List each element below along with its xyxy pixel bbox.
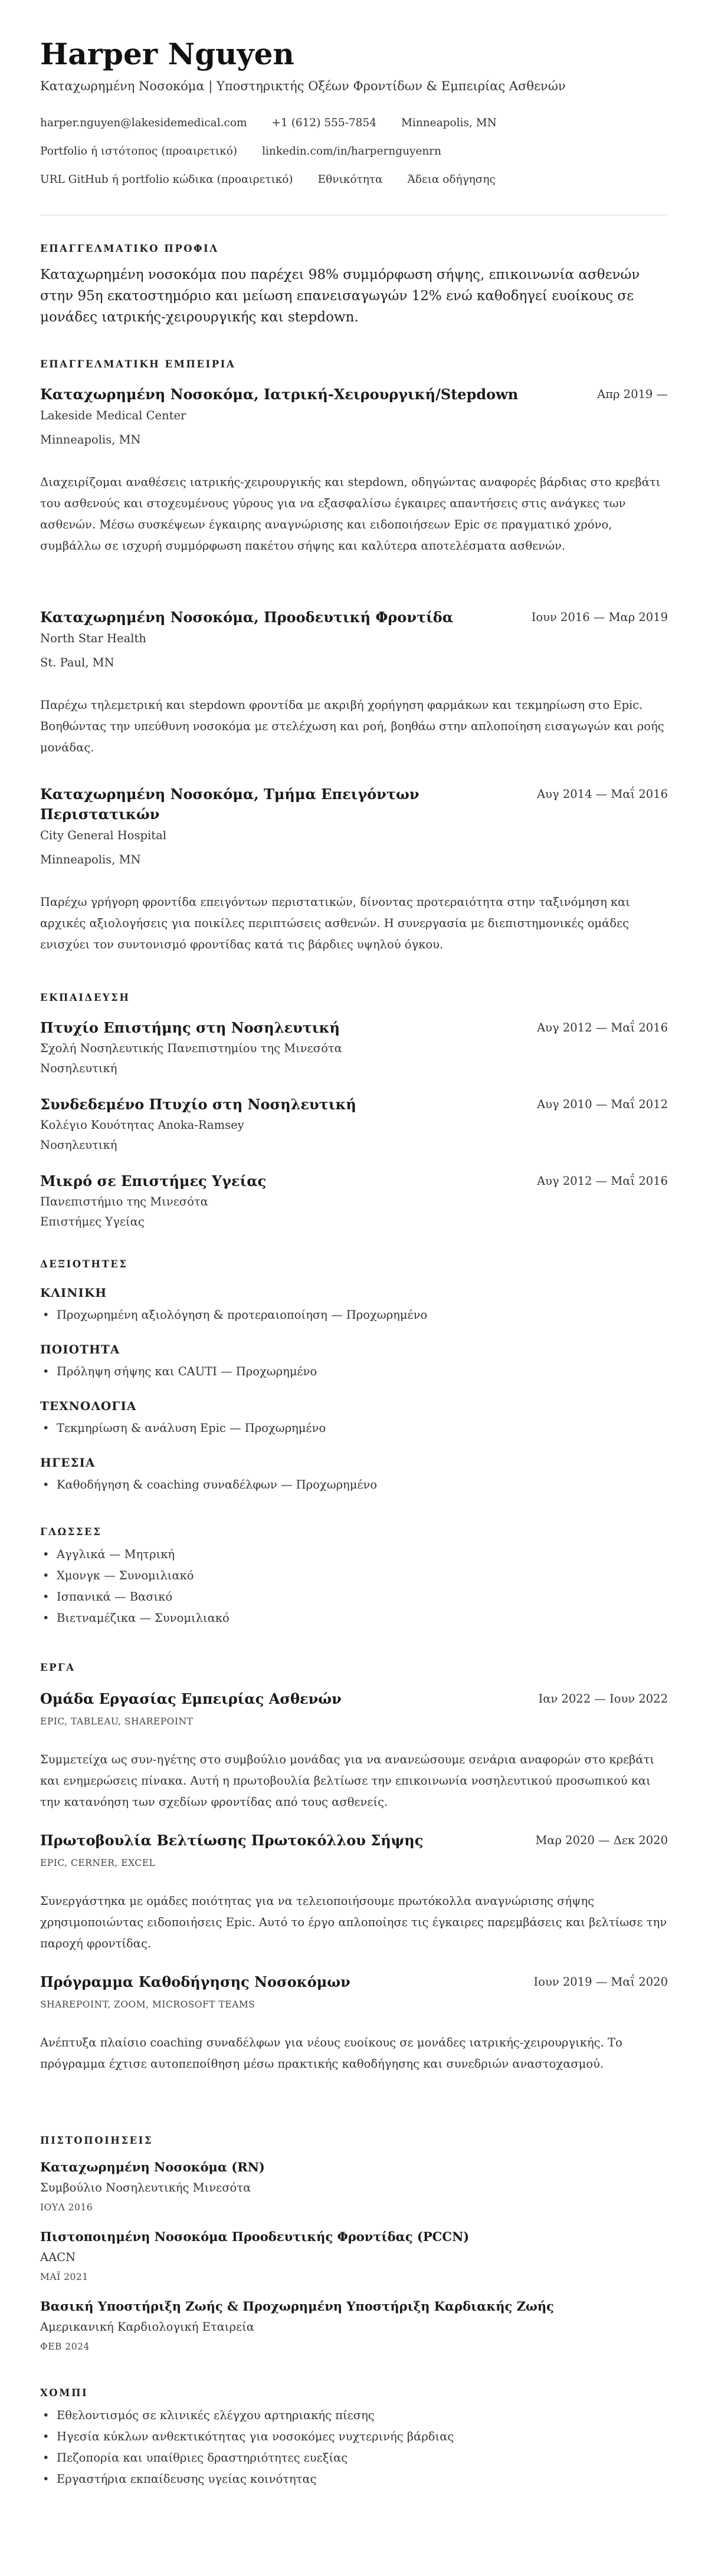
skill-item: • Προχωρημένη αξιολόγηση & προτεραιοποίηση — Προχωρημένο — [40, 1305, 427, 1326]
project-title: Ομάδα Εργασίας Εμπειρίας Ασθενών — [40, 1690, 342, 1707]
degree-date: Αυγ 2012 — Μαΐ 2016 — [537, 1174, 668, 1188]
job-employer: Lakeside Medical Center — [40, 409, 186, 422]
job-employer: City General Hospital — [40, 829, 166, 842]
certification-title: Καταχωρημένη Νοσοκόμα (RN) — [40, 2160, 265, 2174]
degree-field: Επιστήμες Υγείας — [40, 1215, 145, 1228]
job-title: Καταχωρημένη Νοσοκόμα, Ιατρική-Χειρουργική/Stepdown — [40, 386, 519, 403]
skill-category: ΤΕΧΝΟΛΟΓΙΑ — [40, 1399, 137, 1413]
project-date: Μαρ 2020 — Δεκ 2020 — [535, 1834, 668, 1847]
project-date: Ιαν 2022 — Ιουν 2022 — [538, 1692, 668, 1706]
driving-license: Άδεια οδήγησης — [407, 173, 496, 186]
job-employer: North Star Health — [40, 632, 146, 645]
contact-row-1 — [40, 117, 522, 129]
hobby-item: • Ηγεσία κύκλων ανθεκτικότητας για νοσοκόμες νυχτερινής βάρδιας — [40, 2426, 454, 2447]
skill-item: • Πρόληψη σήψης και CAUTI — Προχωρημένο — [40, 1361, 317, 1382]
phone: +1 (612) 555-7854 — [271, 117, 376, 129]
degree-field: Νοσηλευτική — [40, 1062, 117, 1075]
section-heading-projects: ΕΡΓΑ — [40, 1662, 76, 1673]
project-tags: SHAREPOINT, ZOOM, MICROSOFT TEAMS — [40, 1999, 255, 2010]
hobby-item: • Εθελοντισμός σε κλινικές ελέγχου αρτηριακής πίεσης — [40, 2405, 454, 2426]
project-title: Πρόγραμμα Καθοδήγησης Νοσοκόμων — [40, 1973, 350, 1990]
linkedin-link[interactable]: linkedin.com/in/harpernguyenrn — [262, 145, 442, 157]
skill-item: • Καθοδήγηση & coaching συναδέλφων — Προχωρημένο — [40, 1474, 377, 1496]
job-description: Διαχειρίζομαι αναθέσεις ιατρικής-χειρουργικής και stepdown, οδηγώντας αναφορές βάρδιας στο κρεβάτι του ασθενούς και στοχευμένους γύρους για να εξασφαλίσω έγκαιρες απαντήσεις στις ανάγκες των ασθενών. Μέσω συσκέψεων έγκαιρης αναγνώρισης και ειδοποιήσεων Epic σε πραγματικό χρόνο, συμβάλλω σε ισχυρή συμμόρφωση πακέτου σήψης και καλύτερα αποτελέσματα ασθενών. — [40, 475, 661, 553]
degree-title: Πτυχίο Επιστήμης στη Νοσηλευτική — [40, 1019, 340, 1036]
degree-date: Αυγ 2010 — Μαΐ 2012 — [537, 1098, 668, 1111]
certification-issuer: Συμβούλιο Νοσηλευτικής Μινεσότα — [40, 2181, 251, 2194]
job-location: Minneapolis, MN — [40, 853, 141, 866]
section-heading-education: ΕΚΠΑΙΔΕΥΣΗ — [40, 992, 130, 1003]
section-heading-hobbies: ΧΟΜΠΙ — [40, 2387, 88, 2398]
section-heading-skills: ΔΕΞΙΟΤΗΤΕΣ — [40, 1259, 128, 1270]
project-description: Ανέπτυξα πλαίσιο coaching συναδέλφων για νέους ευοίκους σε μονάδες ιατρικής-χειρουργικής. Το πρόγραμμα έχτισε αυτοπεποίθηση μέσω πρακτικής καθοδήγησης και συνεδριών αναστοχασμού. — [40, 2036, 622, 2071]
nationality: Εθνικότητα — [317, 173, 383, 186]
skill-category: ΠΟΙΟΤΗΤΑ — [40, 1342, 120, 1356]
job-title: Καταχωρημένη Νοσοκόμα, Τμήμα Επειγόντων Περιστατικών — [40, 786, 419, 823]
skill-category: ΗΓΕΣΙΑ — [40, 1455, 96, 1470]
degree-school: Σχολή Νοσηλευτικής Πανεπιστημίου της Μινεσότα — [40, 1041, 342, 1055]
email-link[interactable]: harper.nguyen@lakesidemedical.com — [40, 117, 247, 129]
contact-row-3 — [40, 173, 520, 186]
project-tags: EPIC, TABLEAU, SHAREPOINT — [40, 1716, 194, 1727]
job-date: Αυγ 2014 — Μαΐ 2016 — [537, 787, 668, 801]
section-heading-experience: ΕΠΑΓΓΕΛΜΑΤΙΚΗ ΕΜΠΕΙΡΙΑ — [40, 359, 236, 370]
certification-title: Βασική Υποστήριξη Ζωής & Προχωρημένη Υποστήριξη Καρδιακής Ζωής — [40, 2299, 554, 2314]
certification-date: ΜΑΪ 2021 — [40, 2272, 88, 2282]
skill-list — [40, 1361, 317, 1382]
job-date: Ιουν 2016 — Μαρ 2019 — [531, 610, 668, 624]
skill-category: ΚΛΙΝΙΚΗ — [40, 1286, 107, 1300]
section-heading-languages: ΓΛΩΣΣΕΣ — [40, 1526, 102, 1537]
language-item: • Βιετναμέζικα — Συνομιλιακό — [40, 1608, 230, 1629]
job-title: Καταχωρημένη Νοσοκόμα, Προοδευτική Φροντίδα — [40, 609, 454, 626]
degree-title: Συνδεδεμένο Πτυχίο στη Νοσηλευτική — [40, 1096, 356, 1113]
language-item: • Αγγλικά — Μητρική — [40, 1544, 230, 1565]
certification-date: ΙΟΥΛ 2016 — [40, 2202, 93, 2213]
hobby-list — [40, 2405, 454, 2490]
section-heading-profile: ΕΠΑΓΓΕΛΜΑΤΙΚΟ ΠΡΟΦΙΛ — [40, 243, 219, 254]
section-heading-certifications: ΠΙΣΤΟΠΟΙΗΣΕΙΣ — [40, 2135, 153, 2146]
degree-school: Πανεπιστήμιο της Μινεσότα — [40, 1195, 208, 1208]
project-title: Πρωτοβουλία Βελτίωσης Πρωτοκόλλου Σήψης — [40, 1832, 424, 1849]
certification-issuer: AACN — [40, 2250, 76, 2264]
project-tags: EPIC, CERNER, EXCEL — [40, 1858, 156, 1868]
job-date: Απρ 2019 — — [597, 387, 668, 401]
degree-field: Νοσηλευτική — [40, 1138, 117, 1152]
project-description: Συμμετείχα ως συν-ηγέτης στο συμβούλιο μονάδας για να ανανεώσουμε σενάρια αναφορών στο κρεβάτι και ενημερώσεις πίνακα. Αυτή η πρωτοβουλία βελτίωσε την επικοινωνία νοσηλευτικού προσωπικού και την κατανόηση των σχεδίων φροντίδας από τους ασθενείς. — [40, 1753, 655, 1809]
skill-list — [40, 1418, 326, 1439]
portfolio-link[interactable]: Portfolio ή ιστότοπος (προαιρετικό) — [40, 145, 238, 157]
hobby-item: • Εργαστήρια εκπαίδευσης υγείας κοινότητας — [40, 2469, 454, 2490]
skill-list — [40, 1305, 427, 1326]
certification-date: ΦΕΒ 2024 — [40, 2341, 90, 2352]
candidate-name: Harper Nguyen — [40, 37, 294, 71]
degree-title: Μικρό σε Επιστήμες Υγείας — [40, 1172, 267, 1190]
skill-list — [40, 1474, 377, 1496]
profile-summary: Καταχωρημένη νοσοκόμα που παρέχει 98% συμμόρφωση σήψης, επικοινωνία ασθενών στην 95η εκατοστημόριο και μείωση επανεισαγωγών 12% ενώ καθοδηγεί ευοίκους σε μονάδες ιατρικής-χειρουργικής και stepdown. — [40, 267, 640, 325]
job-location: St. Paul, MN — [40, 656, 114, 669]
degree-date: Αυγ 2012 — Μαΐ 2016 — [537, 1021, 668, 1034]
project-description: Συνεργάστηκα με ομάδες ποιότητας για να τελειοποιήσουμε πρωτόκολλα αναγνώρισης σήψης χρησιμοποιώντας ειδοποιήσεις Epic. Αυτό το έργο απλοποίησε τις έγκαιρες παρεμβάσεις και βελτίωσε την παροχή φροντίδας. — [40, 1894, 667, 1950]
language-list — [40, 1544, 230, 1629]
job-description: Παρέχω τηλεμετρική και stepdown φροντίδα με ακριβή χορήγηση φαρμάκων και τεκμηρίωση στο Epic. Βοηθώντας την υπεύθυνη νοσοκόμα με στελέχωση και ροή, βοηθάω στην απλοποίηση εισαγωγών και ροής μονάδας. — [40, 698, 664, 754]
language-item: • Χμονγκ — Συνομιλιακό — [40, 1565, 230, 1586]
degree-school: Κολέγιο Κουότητας Anoka-Ramsey — [40, 1118, 244, 1132]
language-item: • Ισπανικά — Βασικό — [40, 1586, 230, 1608]
project-date: Ιουν 2019 — Μαΐ 2020 — [533, 1975, 668, 1989]
hobby-item: • Πεζοπορία και υπαίθριες δραστηριότητες ευεξίας — [40, 2447, 454, 2469]
github-link[interactable]: URL GitHub ή portfolio κώδικα (προαιρετικό) — [40, 173, 293, 186]
location: Minneapolis, MN — [401, 117, 497, 129]
headline: Καταχωρημένη Νοσοκόμα | Υποστηρικτής Οξέων Φροντίδων & Εμπειρίας Ασθενών — [40, 79, 566, 93]
skill-item: • Τεκμηρίωση & ανάλυση Epic — Προχωρημένο — [40, 1418, 326, 1439]
contact-row-2 — [40, 145, 466, 157]
job-location: Minneapolis, MN — [40, 433, 141, 446]
certification-title: Πιστοποιημένη Νοσοκόμα Προοδευτικής Φροντίδας (PCCN) — [40, 2229, 470, 2244]
job-description: Παρέχω γρήγορη φροντίδα επειγόντων περιστατικών, δίνοντας προτεραιότητα στην ταξινόμηση και αρχικές αξιολογήσεις για ποικίλες περιπτώσεις ασθενών. Η συνεργασία με διεπιστημονικές ομάδες ενισχύει τον συντονισμό φροντίδας κατά τις βάρδιες υψηλού όγκου. — [40, 895, 630, 951]
certification-issuer: Αμερικανική Καρδιολογική Εταιρεία — [40, 2320, 254, 2334]
